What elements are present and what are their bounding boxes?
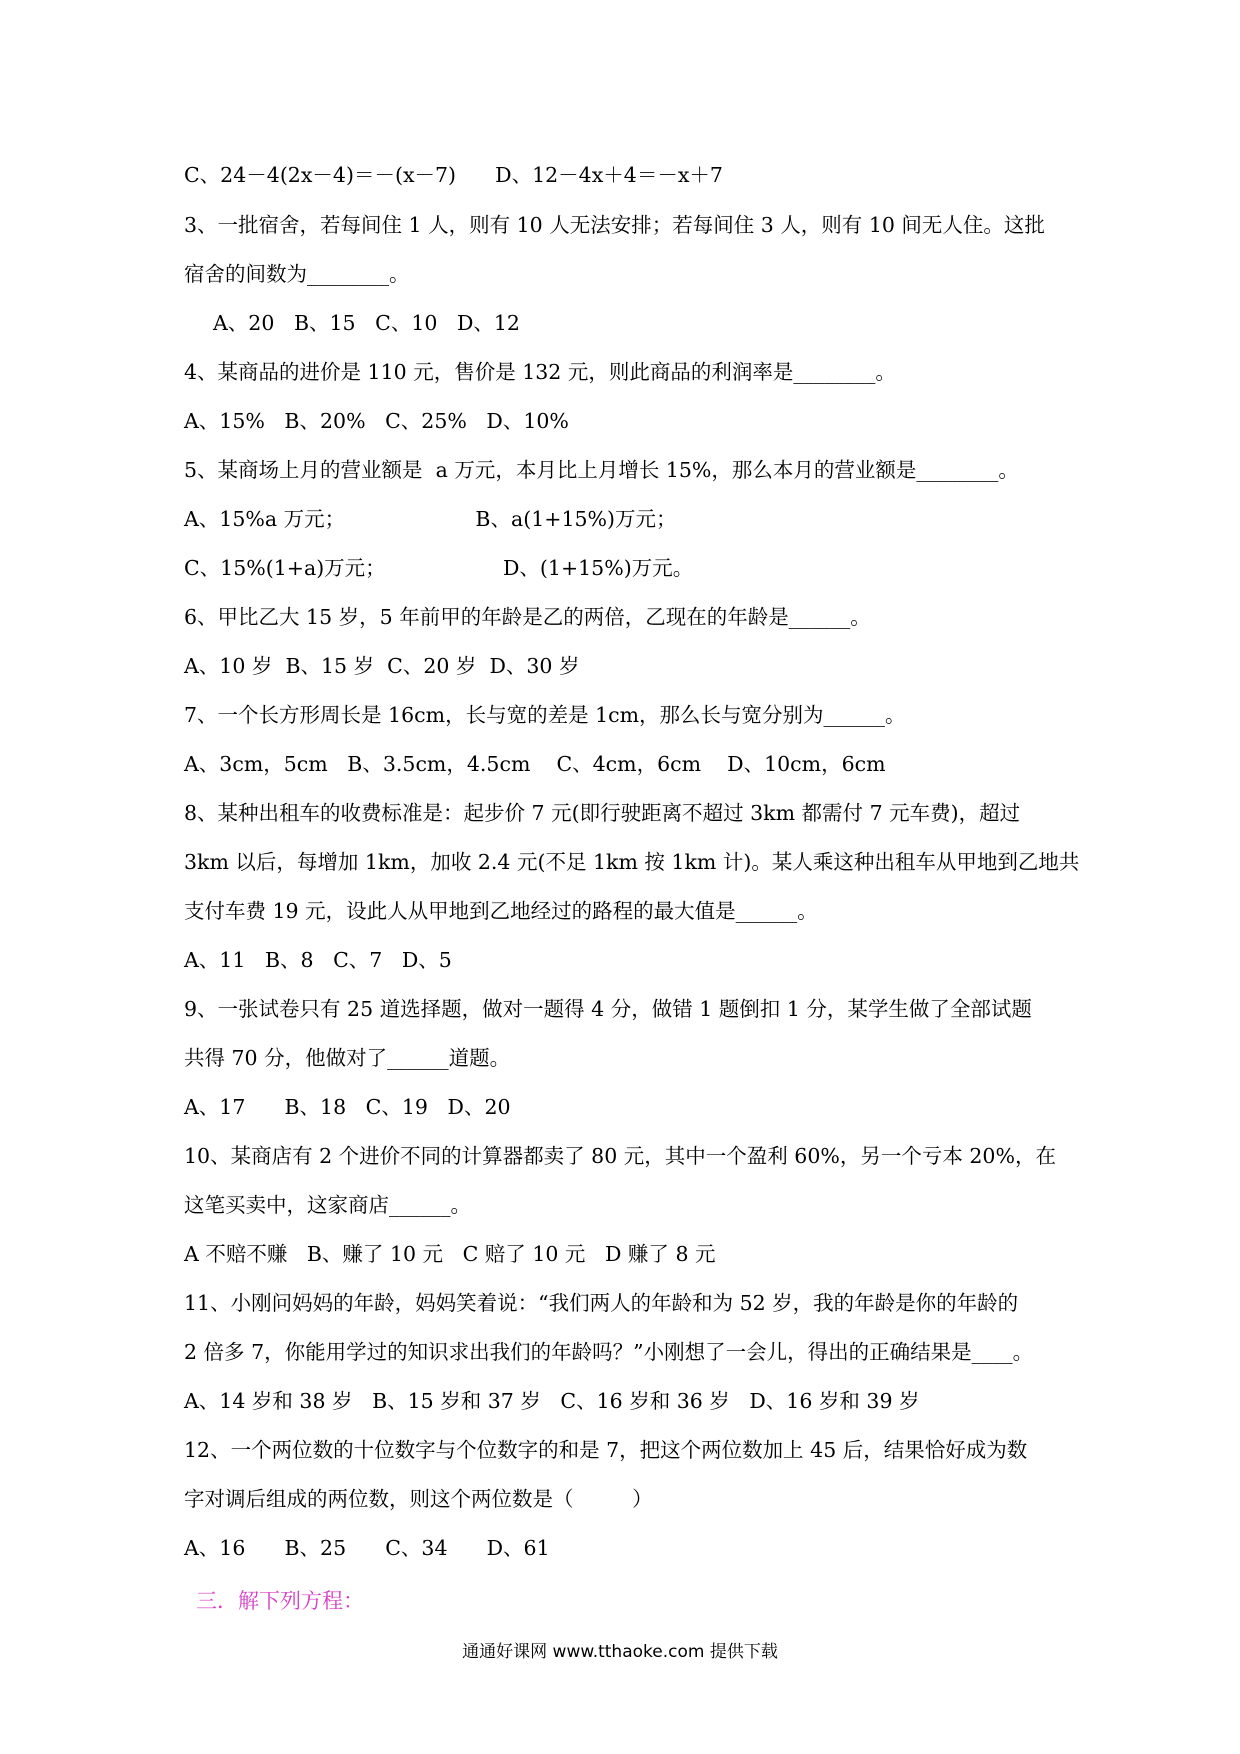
question-8-options: A、11 B、8 C、7 D、5 xyxy=(184,948,452,972)
option-line-2cd: C、24－4(2x－4)＝－(x－7) D、12－4x＋4＝－x＋7 xyxy=(184,163,723,187)
question-9-line-1: 9、一张试卷只有 25 道选择题，做对一题得 4 分，做错 1 题倒扣 1 分，某学生做了全部试题 xyxy=(184,997,1032,1021)
question-6: 6、甲比乙大 15 岁，5 年前甲的年龄是乙的两倍，乙现在的年龄是______。 xyxy=(184,605,871,629)
question-4-options: A、15% B、20% C、25% D、10% xyxy=(184,409,569,433)
question-9-line-2: 共得 70 分，他做对了______道题。 xyxy=(184,1046,511,1070)
question-7-options: A、3cm，5cm B、3.5cm，4.5cm C、4cm，6cm D、10cm，6cm xyxy=(184,752,886,776)
question-12-line-1: 12、一个两位数的十位数字与个位数字的和是 7，把这个两位数加上 45 后，结果恰好成为数 xyxy=(184,1438,1028,1462)
question-9-options: A、17 B、18 C、19 D、20 xyxy=(184,1095,511,1119)
question-5-options-ab: A、15%a 万元； B、a(1+15%)万元； xyxy=(184,507,677,531)
question-11-options: A、14 岁和 38 岁 B、15 岁和 37 岁 C、16 岁和 36 岁 D、16 岁和 39 岁 xyxy=(184,1389,920,1413)
question-10-line-1: 10、某商店有 2 个进价不同的计算器都卖了 80 元，其中一个盈利 60%，另一个亏本 20%，在 xyxy=(184,1144,1056,1168)
page-footer: 通通好课网 www.tthaoke.com 提供下载 xyxy=(462,1642,778,1662)
question-7: 7、一个长方形周长是 16cm，长与宽的差是 1cm，那么长与宽分别为______。 xyxy=(184,703,906,727)
question-12-options: A、16 B、25 C、34 D、61 xyxy=(184,1536,550,1560)
question-3-line-1: 3、一批宿舍，若每间住 1 人，则有 10 人无法安排；若每间住 3 人，则有 10 间无人住。这批 xyxy=(184,213,1045,237)
question-10-options: A 不赔不赚 B、赚了 10 元 C 赔了 10 元 D 赚了 8 元 xyxy=(184,1242,716,1266)
question-5-options-cd: C、15%(1+a)万元； D、(1+15%)万元。 xyxy=(184,556,694,580)
question-6-options: A、10 岁 B、15 岁 C、20 岁 D、30 岁 xyxy=(184,654,580,678)
question-5: 5、某商场上月的营业额是 a 万元，本月比上月增长 15%，那么本月的营业额是________。 xyxy=(184,458,1019,482)
question-4: 4、某商品的进价是 110 元，售价是 132 元，则此商品的利润率是________。 xyxy=(184,360,896,384)
question-3-line-2: 宿舍的间数为________。 xyxy=(184,262,410,286)
question-10-line-2: 这笔买卖中，这家商店______。 xyxy=(184,1193,471,1217)
question-8-line-2: 3km 以后，每增加 1km，加收 2.4 元(不足 1km 按 1km 计)。某人乘这种出租车从甲地到乙地共 xyxy=(184,850,1080,874)
question-3-options: A、20 B、15 C、10 D、12 xyxy=(213,311,520,335)
question-8-line-1: 8、某种出租车的收费标准是：起步价 7 元(即行驶距离不超过 3km 都需付 7 元车费)，超过 xyxy=(184,801,1021,825)
question-11-line-1: 11、小刚问妈妈的年龄，妈妈笑着说：“我们两人的年龄和为 52 岁，我的年龄是你的年龄的 xyxy=(184,1291,1019,1315)
section-heading: 三．解下列方程： xyxy=(196,1589,364,1613)
question-12-line-2: 字对调后组成的两位数，则这个两位数是（ ） xyxy=(184,1487,653,1511)
question-8-line-3: 支付车费 19 元，设此人从甲地到乙地经过的路程的最大值是______。 xyxy=(184,899,818,923)
question-11-line-2: 2 倍多 7，你能用学过的知识求出我们的年龄吗？”小刚想了一会儿，得出的正确结果是____。 xyxy=(184,1340,1034,1364)
